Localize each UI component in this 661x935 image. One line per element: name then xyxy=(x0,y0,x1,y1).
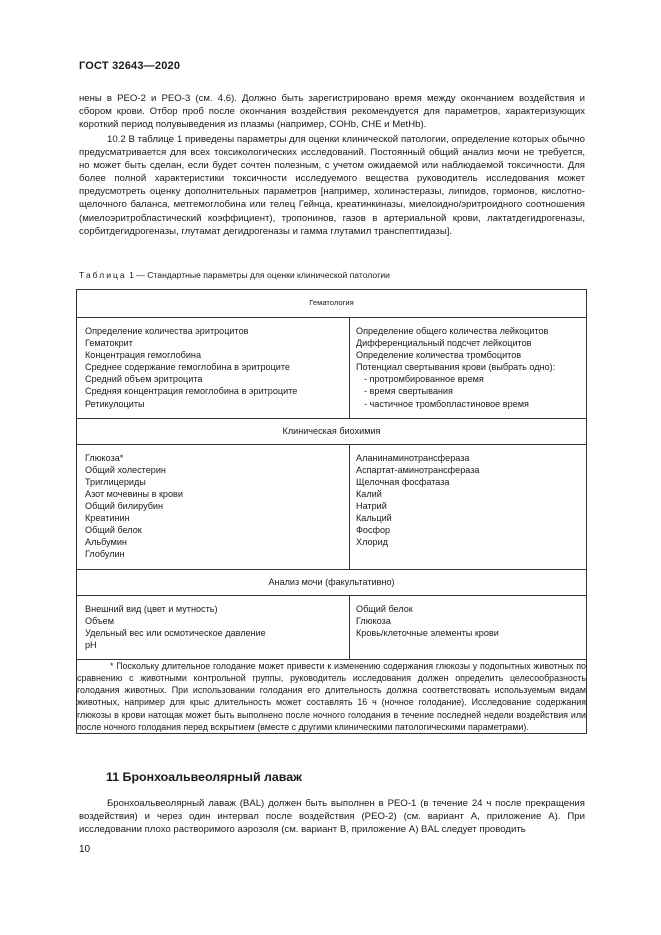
list-item: Альбумин xyxy=(85,537,127,548)
hematology-title: Гематология xyxy=(77,290,587,318)
list-subitem: - частичное тромбопластиновое время xyxy=(364,398,529,409)
section-11-paragraph-text: Бронхоальвеолярный лаваж (BAL) должен быть выполнен в РЕО-1 (в течение 24 ч после прекращения воздействия) и через один интервал после воздействия (РЕО-2) (см. вариант А, приложение А). При исследовании плохо растворимого аэрозоля (см. вариант В, приложение А) BAL следует проводить xyxy=(79,798,585,836)
hematology-header-row xyxy=(77,290,587,318)
hematology-right-cell xyxy=(350,318,587,419)
urinalysis-row xyxy=(77,595,587,659)
list-item: Определение общего количества лейкоцитов xyxy=(356,326,549,336)
page-number: 10 xyxy=(79,844,91,855)
list-item: Кальций xyxy=(356,513,392,524)
list-item: Внешний вид (цвет и мутность) xyxy=(85,603,218,614)
list-item: Определение количества тромбоцитов xyxy=(356,350,522,361)
table-caption-label: Таблица xyxy=(79,270,127,280)
list-item: Щелочная фосфатаза xyxy=(356,476,450,487)
table-caption xyxy=(79,270,390,280)
list-item: Аспартат-аминотрансфераза xyxy=(356,464,480,475)
list-item: Азот мочевины в крови xyxy=(85,488,183,499)
list-item: Объем xyxy=(85,615,114,626)
urinalysis-title: Анализ мочи (факультативно) xyxy=(77,569,587,595)
list-item: Потенциал свертывания крови (выбрать одно): xyxy=(356,362,556,373)
list-item: Общий холестерин xyxy=(85,464,166,475)
list-subitem: - время свертывания xyxy=(364,386,453,397)
biochemistry-right-cell xyxy=(350,444,587,569)
list-item: Кровь/клеточные элементы крови xyxy=(356,627,499,638)
section-11-heading: 11 Бронхоальвеолярный лаваж xyxy=(106,770,302,784)
list-item: Гематокрит xyxy=(85,338,133,349)
list-item: Глобулин xyxy=(85,549,125,560)
list-item: Креатинин xyxy=(85,513,130,524)
list-item: Средняя концентрация гемоглобина в эритроците xyxy=(85,386,298,397)
biochemistry-left-cell xyxy=(77,444,350,569)
list-item: Ретикулоциты xyxy=(85,398,145,409)
list-item: Калий xyxy=(356,488,382,499)
list-item: Концентрация гемоглобина xyxy=(85,350,202,361)
list-item: Средний объем эритроцита xyxy=(85,374,203,385)
document-code: ГОСТ 32643—2020 xyxy=(79,60,181,72)
footnote-row xyxy=(77,659,587,733)
table-footnote xyxy=(77,659,587,733)
hematology-left-cell xyxy=(77,318,350,419)
paragraph-continuation: нены в РЕО-2 и РЕО-3 (см. 4.6). Должно быть зарегистрировано время между окончанием воздействия и сбором крови. Отбор проб после окончания воздействия рекомендуется для параметров, характеризующих короткий период полувыведения из плазмы (например, COHb, CHE и MetHb). xyxy=(79,93,585,131)
biochemistry-row xyxy=(77,444,587,569)
list-item: Дифференциальный подсчет лейкоцитов xyxy=(356,338,532,349)
urinalysis-header-row xyxy=(77,569,587,595)
list-item: pH xyxy=(85,639,97,650)
biochemistry-title: Клиническая биохимия xyxy=(77,418,587,444)
clinical-pathology-table xyxy=(76,289,587,734)
list-item: Общий белок xyxy=(356,603,413,614)
list-item: Глюкоза xyxy=(356,615,391,626)
list-item: Удельный вес или осмотическое давление xyxy=(85,627,266,638)
list-item: Общий белок xyxy=(85,525,142,536)
paragraph-10-2-text: 10.2 В таблице 1 приведены параметры для оценки клинической патологии, определение которых обычно предусматривается для всех токсикологических исследований. Постоянный общий анализ мочи не требуется, но может быть сделан, если будет сочтен полезным, с учетом ожидаемой или наблюдаемой токсичности. Для более полной характеристики токсичности исследуемого вещества руководитель исследования может предусмотреть оценку дополнительных параметров [например, холинэстеразы, липидов, гормонов, кислотно-щелочного баланса, метгемоглобина или телец Гейнца, креатинкиназы, миелоидно/эритроидного соотношения (миелоэритробластический коэффициент), тропонинов, газов в артериальной крови, лактатдегидрогеназы, сорбитдегидрогеназы, глутамат дегидрогеназы и гамма глутамил транспептидазы]. xyxy=(79,134,585,237)
section-11-paragraph xyxy=(79,797,585,836)
list-item: Среднее содержание гемоглобина в эритроците xyxy=(85,362,290,373)
urinalysis-left-cell xyxy=(77,595,350,659)
list-item: Натрий xyxy=(356,501,387,512)
paragraph-10-2 xyxy=(79,133,585,238)
list-item: Хлорид xyxy=(356,537,388,548)
list-item: Глюкоза* xyxy=(85,452,124,463)
list-item: Определение количества эритроцитов xyxy=(85,326,249,336)
list-subitem: - протромбированное время xyxy=(364,374,484,385)
list-item: Фосфор xyxy=(356,525,391,536)
hematology-row xyxy=(77,318,587,419)
table-caption-text: 1 — Стандартные параметры для оценки клинической патологии xyxy=(126,270,390,280)
urinalysis-right-cell xyxy=(350,595,587,659)
biochemistry-header-row xyxy=(77,418,587,444)
table-footnote-text: * Поскольку длительное голодание может привести к изменению содержания глюкозы у подопытных животных по сравнению с животными контрольной группы, руководитель исследования должен определить целесообразность голодания животных. При использовании голодания его длительность должна соответствовать используемым видам животных, например для крыс длительность может составлять 16 ч (ночное голодание). Исследование содержания глюкозы в крови натощак может быть выполнено после ночного голодания в течение последней недели воздействия или после ночного голодания перед вскрытием (вместе с другими клиническими патологическими параметрами). xyxy=(77,660,586,732)
list-item: Аланинаминотрансфераза xyxy=(356,452,470,463)
list-item: Триглицериды xyxy=(85,476,146,487)
list-item: Общий билирубин xyxy=(85,501,164,512)
